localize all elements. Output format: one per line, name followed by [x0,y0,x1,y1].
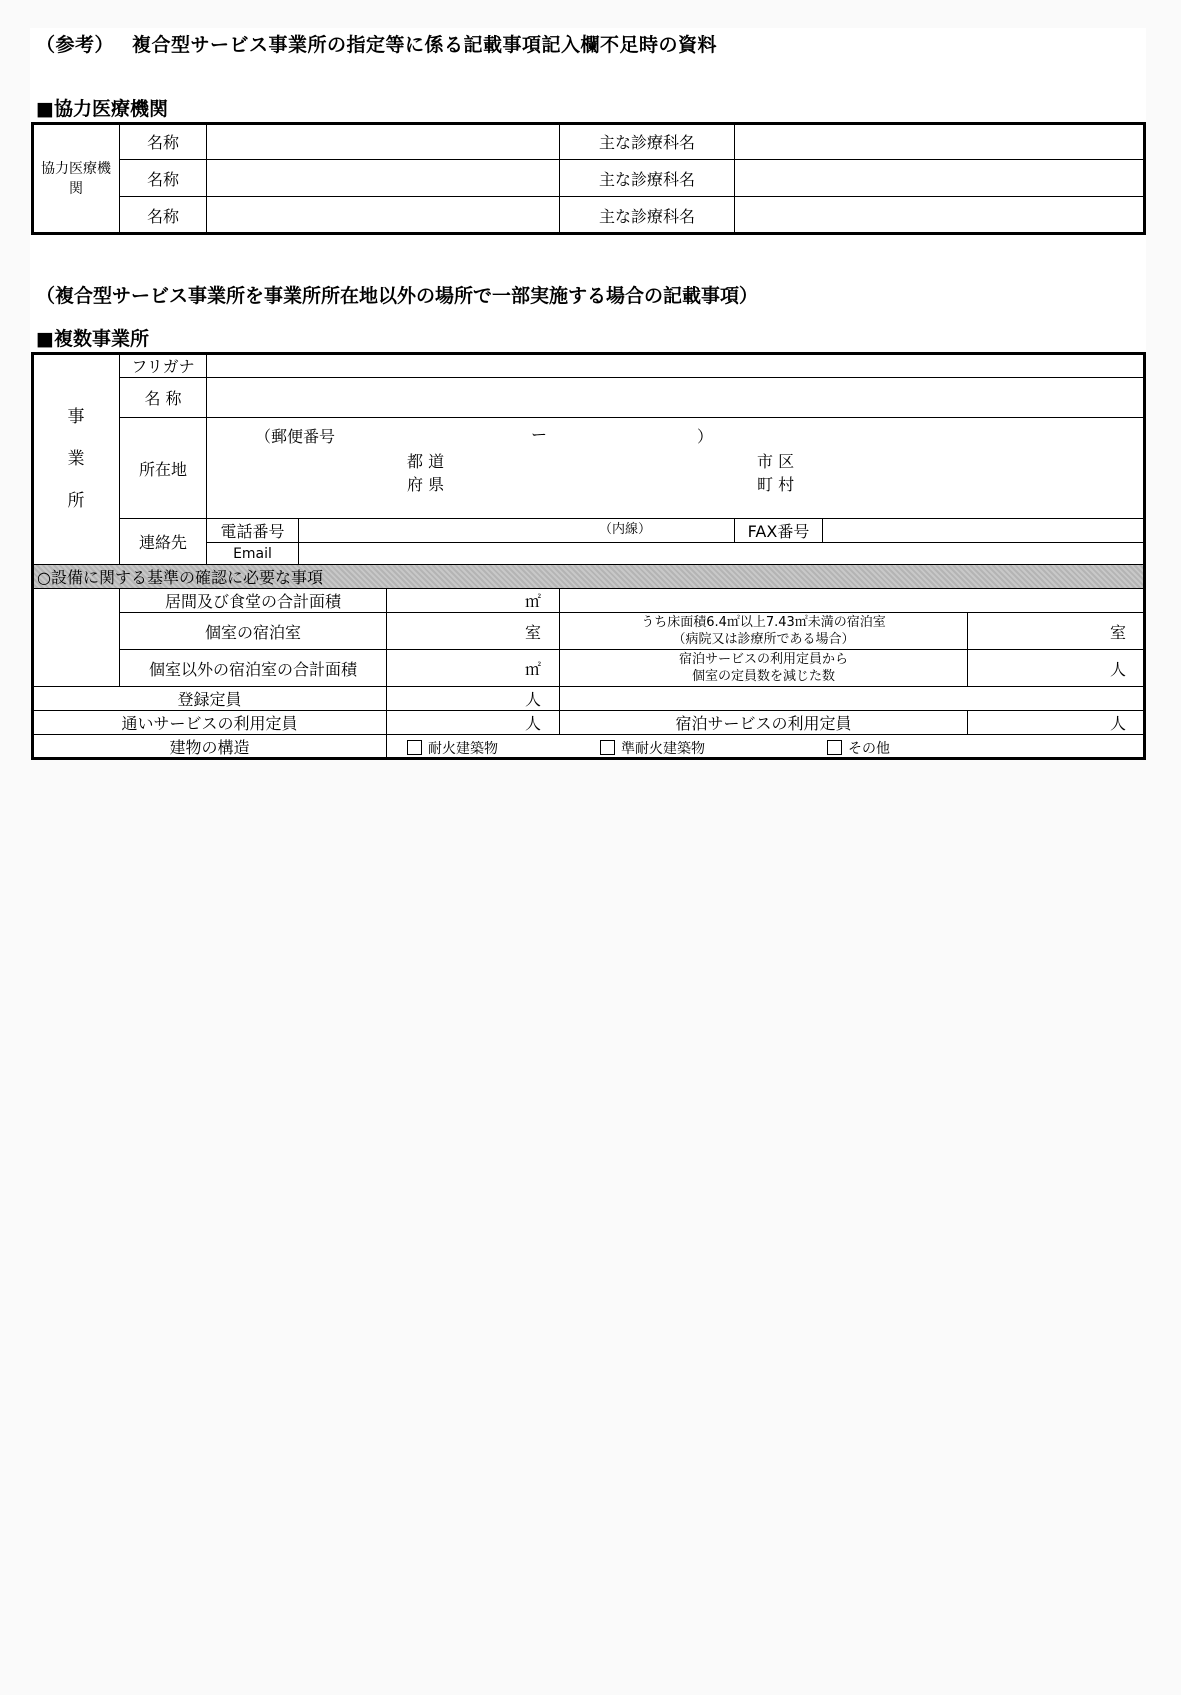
contact-label: 連絡先 [120,519,207,565]
registered-label: 登録定員 [33,687,387,711]
sqm-unit: ㎡ [524,659,541,679]
name-label: 名称 [120,124,207,160]
dept-label: 主な診療科名 [560,124,735,160]
dept-field[interactable] [735,124,1145,160]
furigana-label: フリガナ [120,354,207,378]
capacity-minus-label [560,650,968,687]
postal-close: ） [697,427,714,446]
stay-capacity-field[interactable] [968,711,1145,735]
name-label: 名称 [120,197,207,234]
phone-field[interactable] [299,519,735,543]
phone-label: 電話番号 [207,519,299,543]
medical-table [32,123,1145,234]
capacity-minus-field[interactable] [968,650,1145,687]
option-fireproof[interactable] [407,738,498,758]
room-unit: 室 [524,622,541,642]
name-field[interactable] [207,160,560,197]
person-unit: 人 [524,714,541,733]
prefecture-bottom: 府 県 [407,475,445,494]
facility-blank [33,589,120,687]
address-field[interactable] [207,418,1145,519]
day-capacity-label: 通いサービスの利用定員 [33,711,387,735]
private-room-field[interactable] [387,613,560,650]
email-label: Email [207,543,299,565]
title-text: 複合型サービス事業所の指定等に係る記載事項記入欄不足時の資料 [132,34,718,56]
living-area-label: 居間及び食堂の合計面積 [120,589,387,613]
day-capacity-field[interactable] [387,711,560,735]
office-heading: ■複数事業所 [36,328,149,350]
postal-open: （郵便番号 [255,427,336,446]
city-bottom: 町 村 [757,475,795,494]
email-field[interactable] [299,543,1145,565]
furigana-field[interactable] [207,354,1145,378]
room-unit: 室 [1110,622,1127,642]
option-fireproof-label: 耐火建築物 [428,741,498,757]
fax-field[interactable] [823,519,1145,543]
option-other[interactable] [827,738,890,758]
title-prefix: （参考） [36,34,115,56]
postal-dash: ー [531,425,548,444]
dept-label: 主な診療科名 [560,197,735,234]
small-room-line: うち床面積6.4㎡以上7.43㎡未満の宿泊室 [641,615,886,630]
checkbox-fireproof[interactable] [407,740,422,755]
dept-label: 主な診療科名 [560,160,735,197]
dept-field[interactable] [735,197,1145,234]
person-unit: 人 [524,690,541,709]
facility-heading: ○設備に関する基準の確認に必要な事項 [33,565,1145,589]
vertical-char: 事 [67,407,85,427]
name-field[interactable] [207,124,560,160]
capacity-minus-line: 個室の定員数を減じた数 [691,669,835,684]
living-area-note [560,589,1145,613]
extension-label: （内線） [599,522,652,537]
vertical-char: 業 [67,449,85,469]
registered-field[interactable] [387,687,560,711]
office-name-label: 名 称 [120,378,207,418]
option-other-label: その他 [848,741,890,757]
office-name-field[interactable] [207,378,1145,418]
small-room-line: （病院又は診療所である場合） [672,632,855,647]
medical-row-label: 協力医療機関 [33,124,120,234]
small-room-field[interactable] [968,613,1145,650]
checkbox-other[interactable] [827,740,842,755]
person-unit: 人 [1110,659,1127,679]
subtitle: （複合型サービス事業所を事業所所在地以外の場所で一部実施する場合の記載事項） [36,285,759,307]
living-area-field[interactable] [387,589,560,613]
name-label: 名称 [120,160,207,197]
person-unit: 人 [1110,714,1127,733]
other-area-label: 個室以外の宿泊室の合計面積 [120,650,387,687]
dept-field[interactable] [735,160,1145,197]
capacity-minus-line: 宿泊サービスの利用定員から [678,652,848,667]
option-semi-fireproof-label: 準耐火建築物 [621,741,705,757]
stay-capacity-label: 宿泊サービスの利用定員 [560,711,968,735]
name-field[interactable] [207,197,560,234]
option-semi-fireproof[interactable] [600,738,705,758]
prefecture-top: 都 道 [407,452,445,471]
sqm-unit: ㎡ [524,592,541,611]
checkbox-semi-fireproof[interactable] [600,740,615,755]
small-room-label [560,613,968,650]
page-title [36,30,717,57]
other-area-field[interactable] [387,650,560,687]
vertical-char: 所 [67,491,85,511]
fax-label: FAX番号 [735,519,823,543]
structure-label: 建物の構造 [33,735,387,759]
private-room-label: 個室の宿泊室 [120,613,387,650]
office-vertical-label [33,354,120,565]
registered-note [560,687,1145,711]
structure-options [387,735,1145,759]
address-label: 所在地 [120,418,207,519]
city-top: 市 区 [757,452,795,471]
office-table [32,353,1145,759]
medical-heading: ■協力医療機関 [36,98,168,120]
